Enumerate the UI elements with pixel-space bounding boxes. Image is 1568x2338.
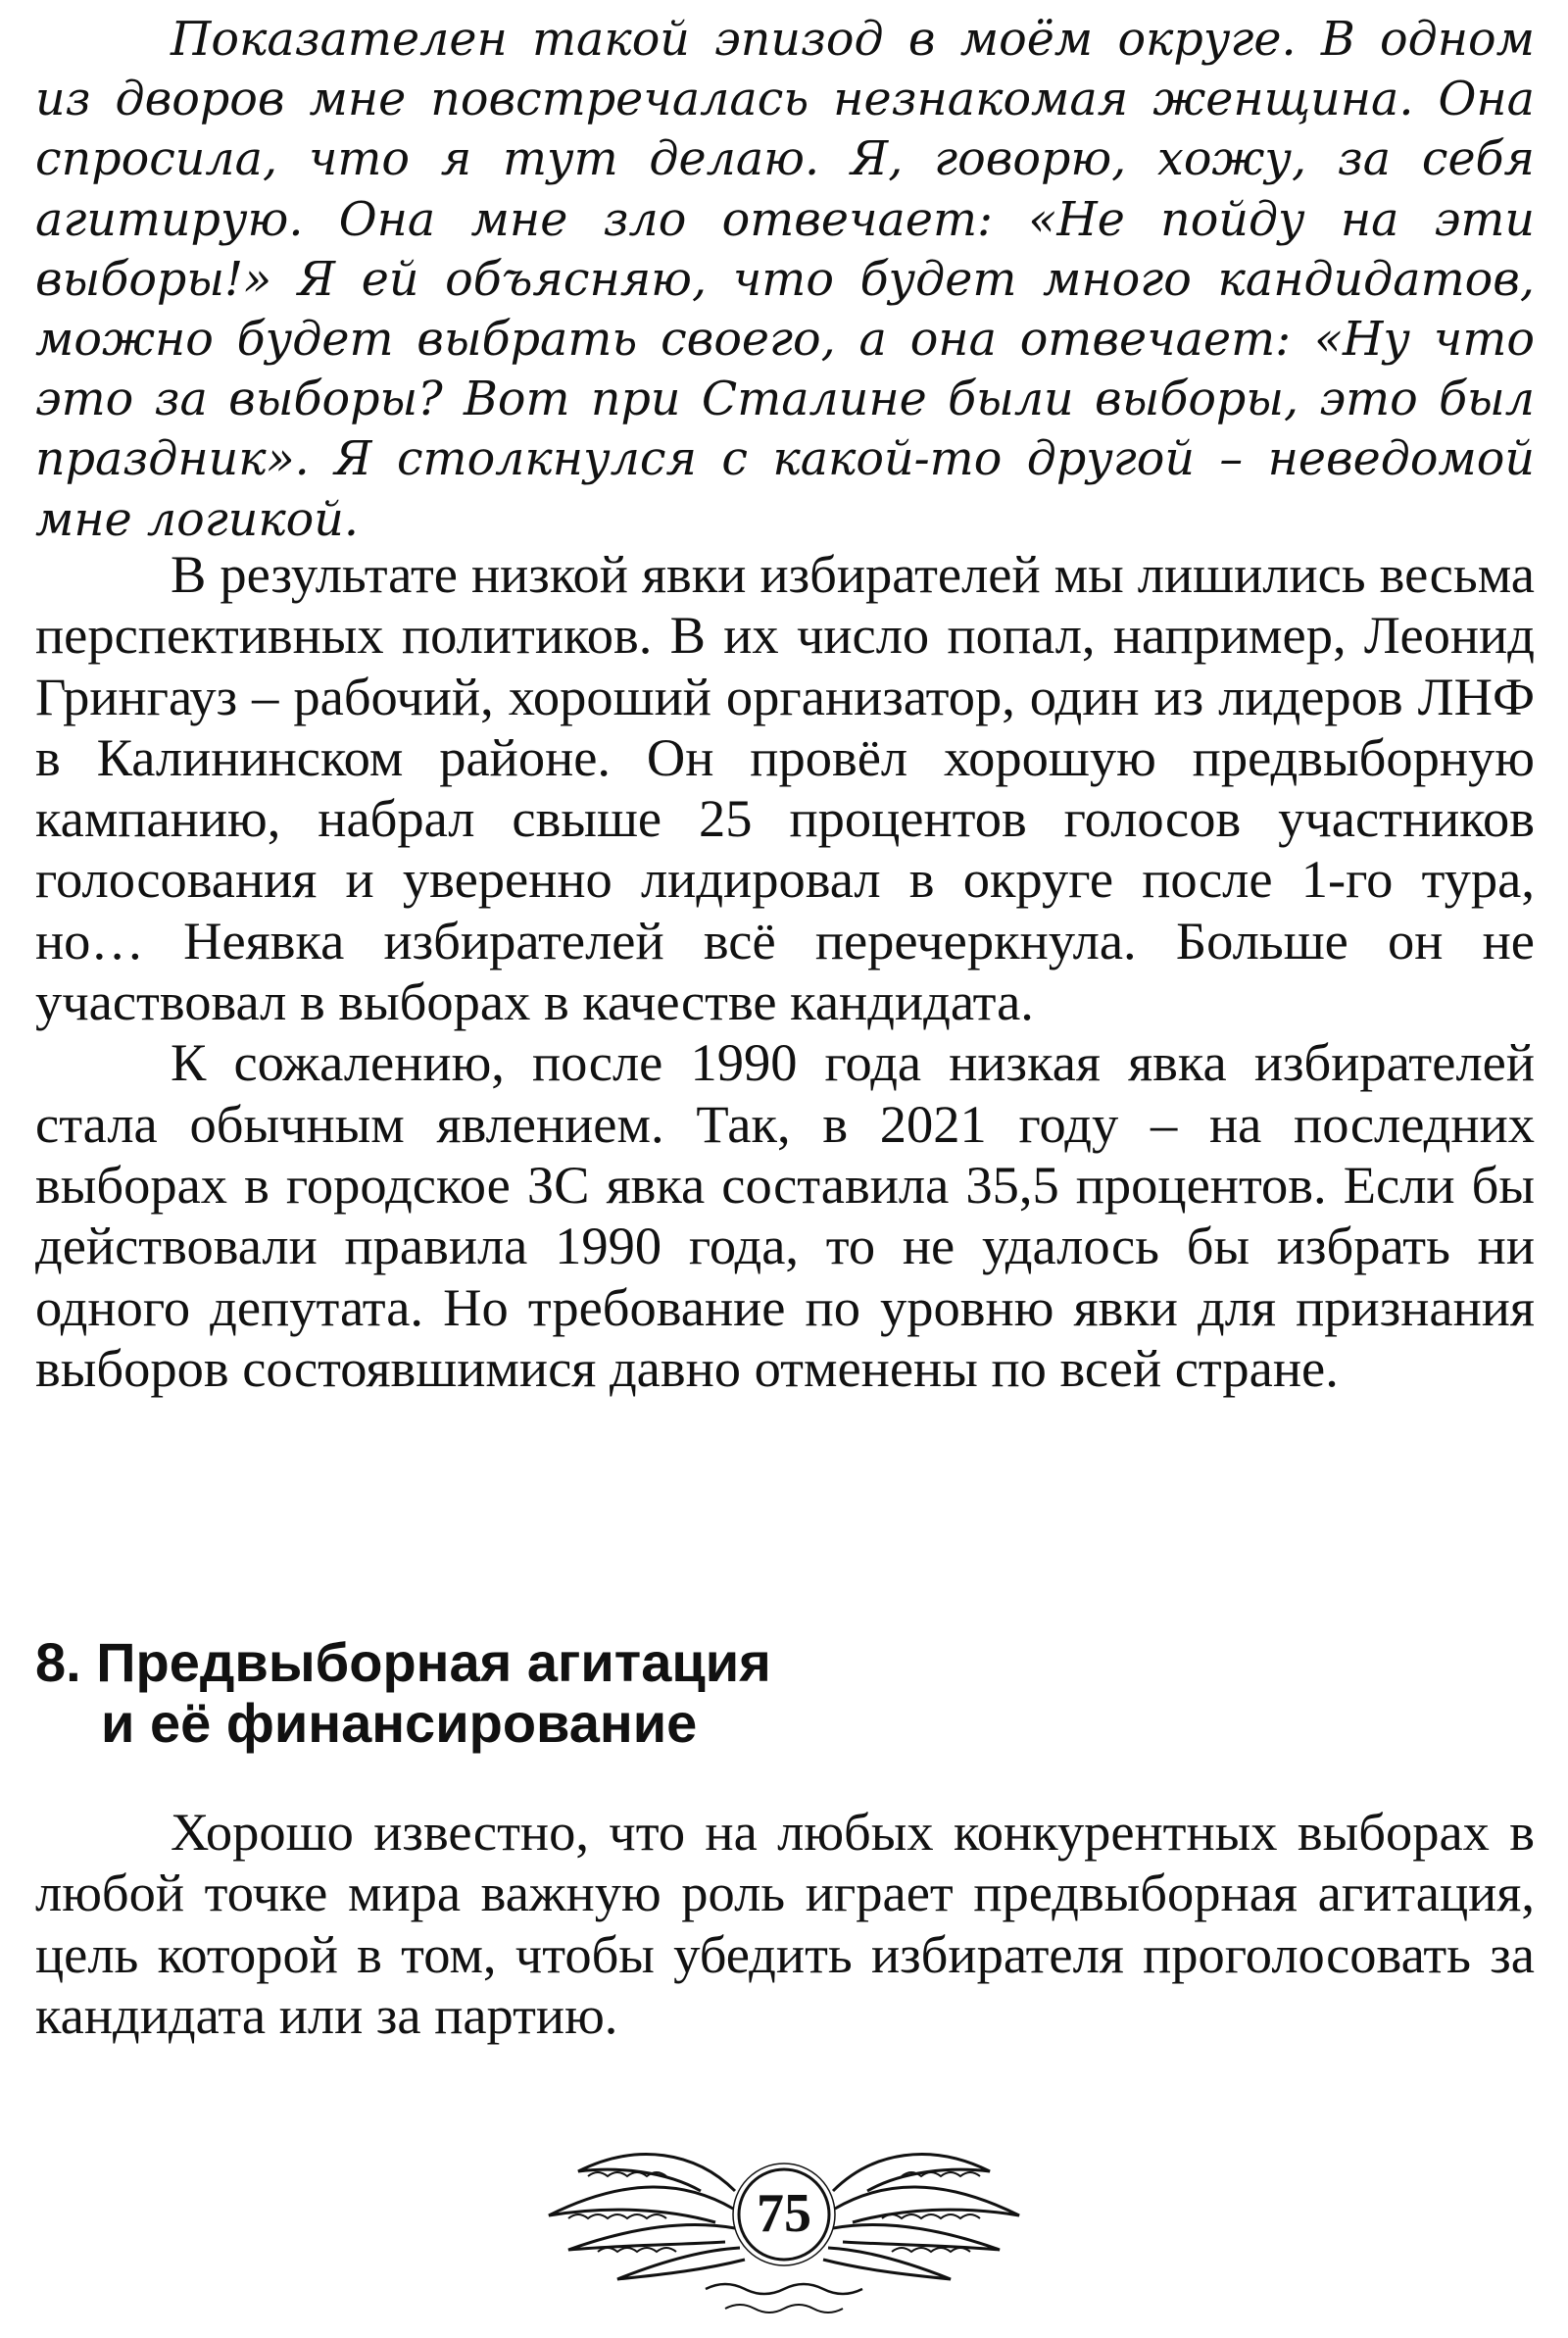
body-text — [35, 544, 1535, 1399]
section-paragraph: Хорошо известно, что на любых конкурентных выборах в любой точке мира важную роль играет предвыборная агитация, цель которой в том, чтобы убедить избирателя проголосовать за кандидата или за партию. — [35, 1802, 1535, 2045]
page-number: 75 — [757, 2183, 811, 2244]
section-heading-line-2: и её финансирование — [101, 1692, 698, 1754]
section-heading — [35, 1632, 1535, 1754]
italic-quote-paragraph: Показателен такой эпизод в моём округе. В одном из дворов мне повстречалась незнакомая женщина. Она спросила, что я тут делаю. Я, говорю, хожу, за себя агитирую. Она мне зло отвечает: «Не пойду на эти выборы!» Я ей объясняю, что будет много кандидатов, можно будет выбрать своего, а она отвечает: «Ну что это за выборы? Вот при Сталине были выборы, это был праздник». Я столкнулся с какой-то другой – неведомой мне логикой. — [35, 13, 1535, 547]
paragraph-after-1990: К сожалению, после 1990 года низкая явка избирателей стала обычным явлением. Так, в 2021 году – на последних выборах в городское ЗС явка составила 35,5 процентов. Если бы действовали правила 1990 года, то не удалось бы избрать ни одного депутата. Но требование по уровню явки для признания выборов состоявшимися давно отменены по всей стране. — [35, 1032, 1535, 1398]
paragraph-low-turnout: В результате низкой явки избирателей мы лишились весьма перспективных политиков. В их число попал, например, Леонид Грингауз – рабочий, хороший организатор, один из лидеров ЛНФ в Калининском районе. Он провёл хорошую предвыборную кампанию, набрал свыше 25 процентов голосов участников голосования и уверенно лидировал в округе после 1-го тура, но… Неявка избирателей всё перечеркнула. Больше он не участвовал в выборах в качестве кандидата. — [35, 544, 1535, 1032]
section-heading-line-1: 8. Предвыборная агитация — [35, 1631, 771, 1693]
